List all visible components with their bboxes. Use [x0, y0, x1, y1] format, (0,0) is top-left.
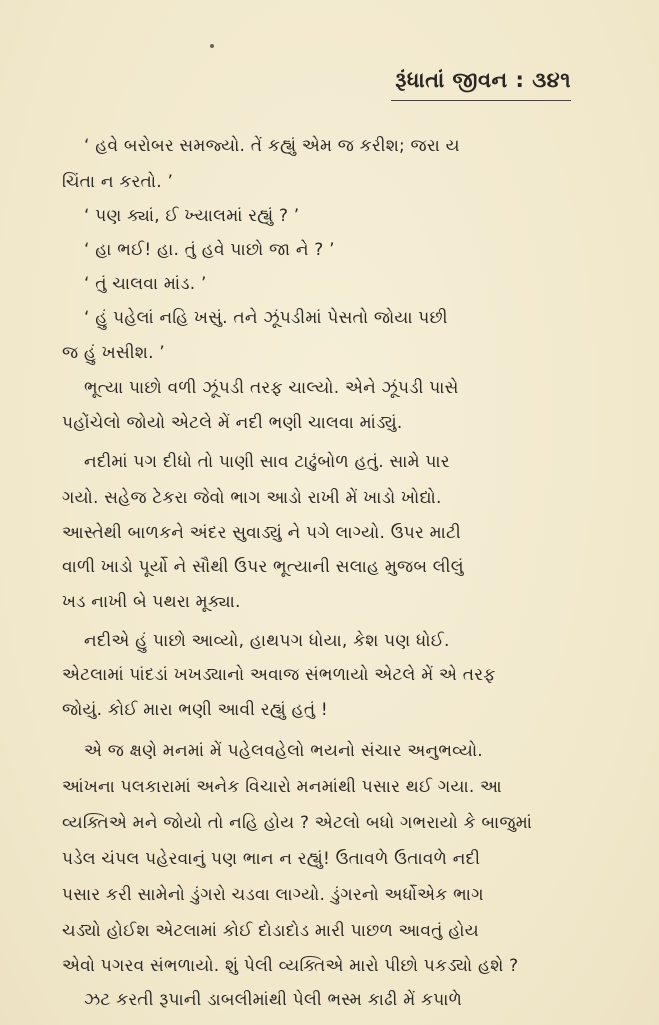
text-line: આંખના પલકારામાં અનેક વિચારો મનમાંથી પસાર થઈ ગયા. આ	[62, 777, 502, 797]
text-line: ગયો. સહેજ ટેકરા જેવો ભાગ આડો રાખી મેં ખાડો ખોદ્યો.	[62, 488, 442, 508]
text-line: ખડ નાખી બે પથરા મૂક્યા.	[62, 592, 241, 612]
speck-mark	[210, 44, 214, 48]
text-line: ‘ હા ભઈ! હા. તું હવે પાછો જા ને ? ’	[84, 240, 335, 260]
text-line: ‘ તું ચાલવા માંડ. ’	[84, 274, 207, 294]
text-line: ચડ્યો હોઈશ એટલામાં કોઈ દોડાદોડ મારી પાછળ આવતું હોય	[62, 921, 479, 941]
running-head-rule	[391, 100, 571, 101]
text-line: ‘ હું પહેલાં નહિ ખસું. તને ઝૂંપડીમાં પેસતો જોયા પછી	[84, 308, 448, 328]
text-line: પડેલ ચંપલ પહેરવાનું પણ ભાન ન રહ્યું! ઉતાવળે ઉતાવળે નદી	[62, 849, 481, 869]
text-line: ચિંતા ન કરતો. ’	[62, 172, 174, 192]
text-line: આસ્તેથી બાળકને અંદર સુવાડ્યું ને પગે લાગ્યો. ઉપર માટી	[62, 523, 461, 543]
text-line: ‘ પણ ક્યાં, ઈ ખ્યાલમાં રહ્યું ? ’	[84, 206, 300, 226]
text-line: પહોંચેલો જોયો એટલે મેં નદી ભણી ચાલવા માંડ્યું.	[62, 413, 403, 433]
text-line: નદીએ હું પાછો આવ્યો, હાથપગ ધોયા, કેશ પણ ધોઈ.	[84, 631, 450, 651]
text-line: ઝટ કરતી રૂપાની ડાબલીમાંથી પેલી ભસ્મ કાઢી મેં કપાળે	[84, 990, 463, 1010]
text-line: ભૂત્યા પાછો વળી ઝૂંપડી તરફ ચાલ્યો. એને ઝૂંપડી પાસે	[84, 378, 459, 398]
text-line: વ્યક્તિએ મને જોયો તો નહિ હોય ? એટલો બધો ગભરાયો કે બાજુમાં	[62, 813, 533, 833]
text-line: નદીમાં પગ દીધો તો પાણી સાવ ટાઢુંબોળ હતું. સામે પાર	[84, 452, 450, 472]
text-line: એટલામાં પાંદડાં ખખડ્યાનો અવાજ સંભળાયો એટલે મેં એ તરફ	[62, 665, 496, 685]
running-head: રૂંધાતાં જીવન : ૩૪૧	[395, 68, 571, 92]
text-line: એ જ ક્ષણે મનમાં મેં પહેલવહેલો ભયનો સંચાર અનુભવ્યો.	[84, 741, 483, 761]
text-line: એવો પગરવ સંભળાયો. શું પેલી વ્યક્તિએ મારો પીછો પકડ્યો હશે ?	[62, 956, 519, 976]
text-line: વાળી ખાડો પૂર્યો ને સૌથી ઉપર ભૂત્યાની સલાહ મુજબ લીલું	[62, 557, 464, 577]
text-line: જોયું. કોઈ મારા ભણી આવી રહ્યું હતું !	[62, 700, 328, 720]
text-line: ‘ હવે બરોબર સમજ્યો. તેં કહ્યું એમ જ કરીશ; જરા ય	[84, 136, 460, 156]
text-line: જ હું ખસીશ. ’	[62, 343, 165, 363]
text-line: પસાર કરી સામેનો ડુંગરો ચડવા લાગ્યો. ડુંગરનો અર્ધોએક ભાગ	[62, 885, 484, 905]
